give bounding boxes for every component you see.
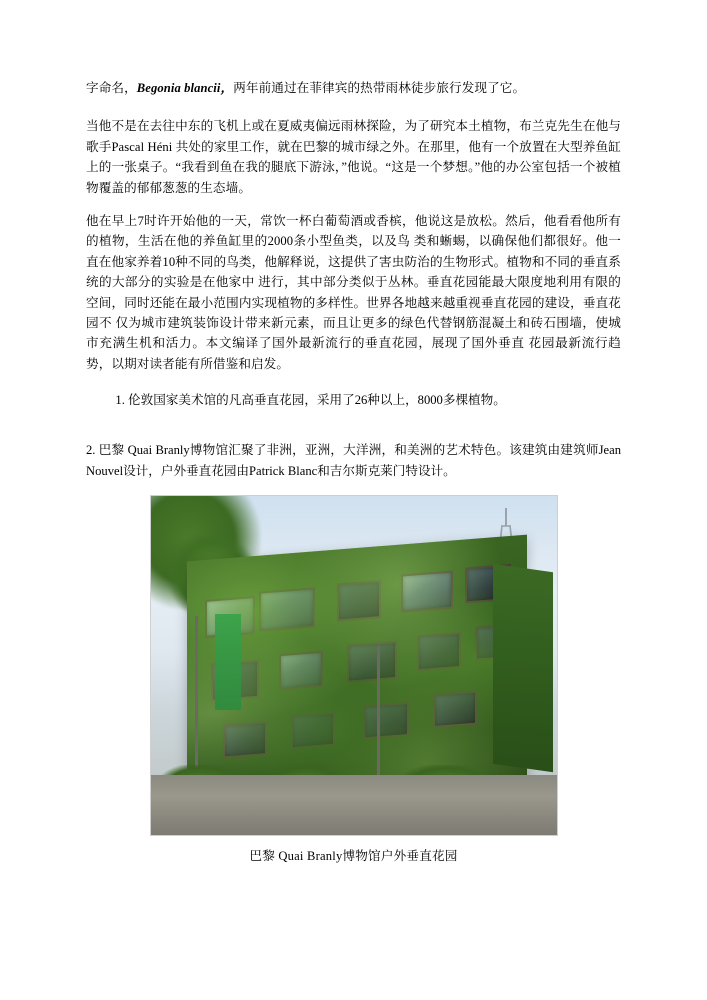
paragraph-1-run-3: 两年前通过在菲律宾的热带雨林徒步旅行发现了它。 xyxy=(233,81,526,95)
vertical-garden-photo xyxy=(150,495,558,836)
facade-window xyxy=(259,588,315,632)
facade-window xyxy=(401,571,453,613)
facade-window xyxy=(337,580,381,621)
facade-window xyxy=(433,691,477,728)
facade-window xyxy=(279,651,323,690)
street-pole xyxy=(377,646,380,786)
species-name-emphasis: Begonia blancii， xyxy=(136,81,234,95)
list-item-1: 1. 伦敦国家美术馆的凡高垂直花园，采用了26种以上，8000多棵植物。 xyxy=(128,390,621,410)
facade-window xyxy=(291,712,335,749)
paragraph-2: 当他不是在去往中东的飞机上或在夏威夷偏远雨林探险，为了研究本土植物，布兰克先生在他与歌手Pascal Héni 共处的家里工作，就在巴黎的城市绿之外。在那里，他有一个放置在大型养鱼缸上的一张桌子。“我看到鱼在我的腿底下游泳，”他说。“这是一个梦想。”他的办公室包括一个被植物覆盖的郁郁葱葱的生态墙。 xyxy=(86,119,621,195)
figure-block xyxy=(86,495,621,864)
figure-caption: 巴黎 Quai Branly博物馆户外垂直花园 xyxy=(249,849,458,864)
paragraph-1-run-1: 字命名， xyxy=(86,81,137,95)
paragraph-3: 他在早上7时许开始他的一天，常饮一杯白葡萄酒或香槟，他说这是放松。然后，他看看他所有的植物，生活在他的养鱼缸里的2000条小型鱼类，以及鸟 类和蜥蜴，以确保他们都很好。他一直在他家养着10种不同的鸟类，他解释说，这提供了害虫防治的生物形式。植物和不同的垂直系统的大部分的实验是在他家中 进行，其中部分类似于丛林。垂直花园能最大限度地利用有限的空间，同时还能在最小范围内实现植物的多样性。世界各地越来越重视垂直花园的建设，垂直花园不 仅为城市建筑装饰设计带来新元素，而且让更多的绿色代替钢筋混凝土和砖石围墙，使城市充满生机和活力。本文编译了国外最新流行的垂直花园，展现了国外垂直 花园最新流行趋势，以期对读者能有所借鉴和启发。 xyxy=(86,213,621,371)
green-construction-machine xyxy=(215,614,241,710)
facade-window xyxy=(417,632,461,671)
facade-window xyxy=(363,702,409,740)
paragraph-1 xyxy=(86,78,621,98)
museum-side-facade xyxy=(493,564,553,772)
numbered-list xyxy=(86,390,621,410)
photo-ground xyxy=(151,775,557,835)
facade-window xyxy=(223,721,267,758)
list-item-2-paragraph: 2. 巴黎 Quai Branly博物馆汇聚了非洲，亚洲，大洋洲，和美洲的艺术特色。该建筑由建筑师Jean Nouvel设计，户外垂直花园由Patrick Blanc和吉尔斯克莱门特设计。 xyxy=(86,443,621,478)
facade-window xyxy=(347,641,397,683)
street-pole xyxy=(195,616,198,786)
